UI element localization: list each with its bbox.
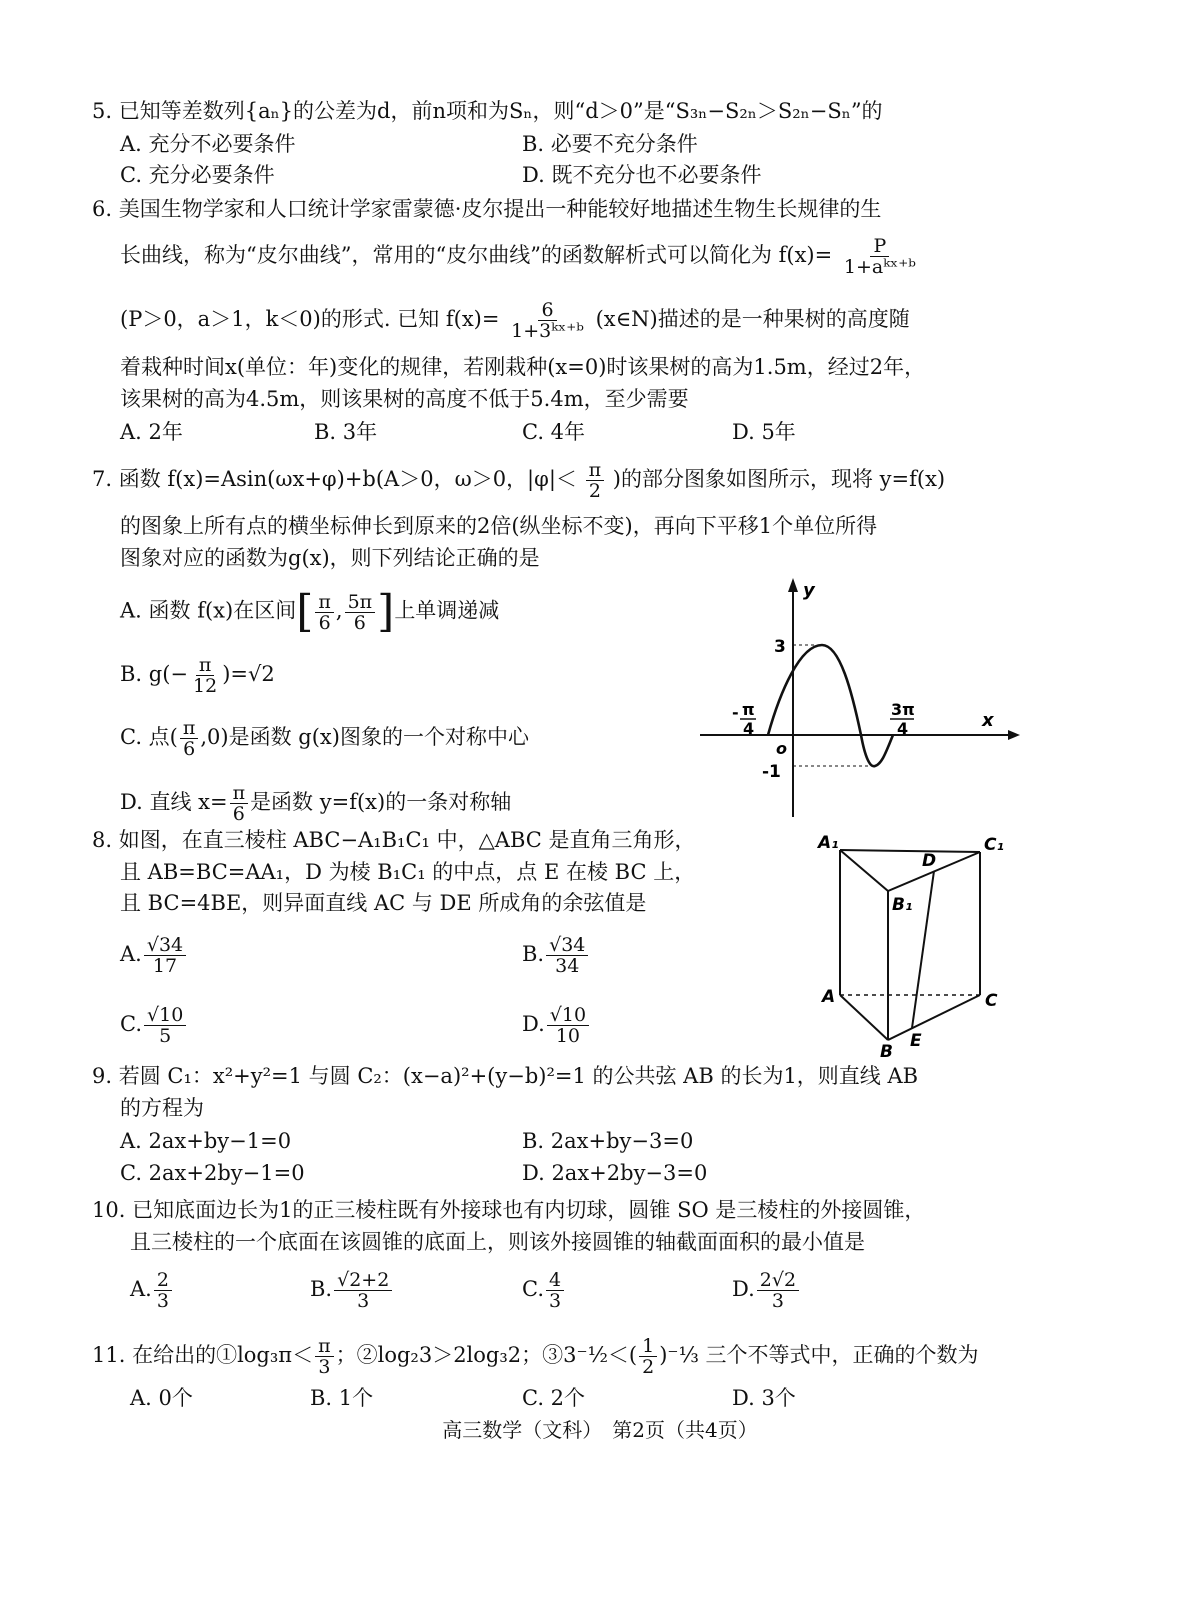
option-text-tail: )=√2 [222,662,275,686]
option-fraction [546,1270,564,1311]
q11-text-end: )⁻⅓ 三个不等式中，正确的个数为 [659,1343,979,1367]
frac-denominator: 10 [555,1025,580,1047]
label-c: C [985,991,998,1011]
label-e: E [910,1031,922,1051]
option-text-tail: 是函数 y=f(x)的一条对称轴 [250,790,512,814]
option-letter: D. [522,1012,545,1036]
q6-line1: 6. 美国生物学家和人口统计学家雷蒙德·皮尔提出一种能较好地描述生物生长规律的生 [92,197,882,221]
frac-numerator: π [180,718,199,739]
left-bracket: [ [296,586,314,637]
frac-numerator: 2 [154,1270,172,1291]
option-letter: C. [522,1277,544,1301]
q8-line3: 且 BC=4BE，则异面直线 AC 与 DE 所成角的余弦值是 [120,891,647,915]
q6-option-b: B. 3年 [314,420,378,444]
q7-option-c [120,718,529,759]
frac-denominator: 6 [232,803,245,825]
x-right-denominator: 4 [897,719,909,738]
q11-text-start: 11. 在给出的①log₃π＜ [92,1343,314,1367]
edge-a1b1 [840,850,888,891]
frac-numerator: √10 [144,1005,186,1026]
q5-option-a: A. 充分不必要条件 [120,132,296,156]
frac-denominator: 6 [318,611,331,634]
frac-denominator: 17 [152,955,178,977]
pearl-curve-fraction [841,236,919,277]
q9-option-a: A. 2ax+by−1=0 [120,1129,292,1153]
q11-fraction-pi-3 [315,1336,334,1377]
x-left-denominator: 4 [743,719,755,738]
q8-option-a [120,935,188,976]
option-fraction [144,1005,186,1046]
frac-denominator: 6 [183,738,196,760]
q10-line1: 10. 已知底面边长为1的正三棱柱既有外接球也有内切球，圆锥 SO 是三棱柱的外接圆锥， [92,1198,926,1222]
frac-denominator: 2 [588,480,601,502]
option-fraction [230,783,249,824]
q9-option-d: D. 2ax+2by−3=0 [522,1161,708,1185]
q8-line1: 8. 如图，在直三棱柱 ABC−A₁B₁C₁ 中，△ABC 是直角三角形， [92,828,696,852]
q11-fraction-half [639,1336,657,1377]
interval-separator: , [335,598,343,623]
frac-denominator: 12 [193,675,218,697]
option-text: C. 点( [120,725,178,749]
option-fraction [334,1270,392,1311]
q6-option-c: C. 4年 [522,420,586,444]
label-b: B [880,1042,893,1060]
q6-option-d: D. 5年 [732,420,796,444]
label-a1: A₁ [818,833,839,853]
frac-numerator: π [586,460,605,481]
q5-option-c: C. 充分必要条件 [120,163,275,187]
frac-denominator: 3 [318,1356,331,1378]
frac-denominator: 6 [353,611,366,634]
q9-line2: 的方程为 [120,1096,204,1120]
q6-line3 [120,300,910,341]
frac-denominator: 1+aᵏˣ⁺ᵇ [843,256,916,278]
label-c1: C₁ [984,835,1004,855]
q10-line2: 且三棱柱的一个底面在该圆锥的底面上，则该外接圆锥的轴截面面积的最小值是 [130,1230,865,1254]
option-fraction [180,718,199,759]
frac-denominator: 3 [549,1290,562,1312]
page-footer: 高三数学（文科） 第2页（共4页） [442,1418,758,1442]
frac-numerator: π [196,655,215,676]
q11-text-mid: ；②log₂3＞2log₃2；③3⁻½＜( [335,1343,638,1367]
q7-option-b [120,655,275,696]
q11-option-d: D. 3个 [732,1386,796,1410]
q5-stem: 5. 已知等差数列{aₙ}的公差为d，前n项和为Sₙ，则“d＞0”是“S₃ₙ−S₂ₙ＞S₂ₙ−Sₙ”的 [92,99,883,123]
option-text: B. g(− [120,662,189,686]
phi-bound-fraction [586,460,605,501]
given-function-fraction [508,300,587,341]
frac-numerator: π [230,783,249,804]
q10-option-d [732,1270,801,1311]
frac-numerator: 6 [538,300,556,321]
q9-option-c: C. 2ax+2by−1=0 [120,1161,305,1185]
frac-numerator: 5π [345,592,376,613]
q7-line1-tail: )的部分图象如图所示，现将 y=f(x) [612,467,946,491]
q8-line2: 且 AB=BC=AA₁，D 为棱 B₁C₁ 的中点，点 E 在棱 BC 上， [120,860,696,884]
interval-end-fraction [345,592,376,633]
q6-line4: 着栽种时间x(单位：年)变化的规律，若刚栽种(x=0)时该果树的高为1.5m，经过2年， [120,355,926,379]
q9-option-b: B. 2ax+by−3=0 [522,1129,694,1153]
option-letter: A. [120,942,142,966]
y-min-label: -1 [762,762,781,782]
q11-option-b: B. 1个 [310,1386,374,1410]
q11-stem [92,1336,979,1377]
frac-numerator: √34 [144,935,186,956]
q7-line2: 的图象上所有点的横坐标伸长到原来的2倍(纵坐标不变)，再向下平移1个单位所得 [120,514,878,538]
option-fraction [144,935,186,976]
option-letter: B. [310,1277,333,1301]
q5-option-b: B. 必要不充分条件 [522,132,698,156]
frac-denominator: 3 [357,1290,370,1312]
q7-option-d [120,783,511,824]
q8-option-d [522,1005,591,1046]
frac-numerator: 1 [639,1336,657,1357]
option-text-tail: ,0)是函数 g(x)图象的一个对称中心 [200,725,529,749]
q6-option-a: A. 2年 [120,420,183,444]
segment-de [912,871,934,1028]
frac-numerator: 4 [546,1270,564,1291]
q6-line3-tail: (x∈N)描述的是一种果树的高度随 [595,307,910,331]
option-letter: D. [732,1277,755,1301]
label-a: A [822,987,836,1007]
option-letter: A. [130,1277,152,1301]
frac-numerator: P [870,236,889,257]
frac-numerator: √2+2 [334,1270,392,1291]
option-text: A. 函数 f(x)在区间 [120,598,297,623]
frac-denominator: 5 [159,1025,172,1047]
q8-option-c [120,1005,188,1046]
option-fraction [757,1270,799,1311]
q11-option-a: A. 0个 [130,1386,193,1410]
q10-option-c [522,1270,566,1311]
q6-line3-text: (P＞0，a＞1，k＜0)的形式. 已知 f(x)= [120,307,500,331]
x-left-numerator: π [742,700,755,719]
q7-option-a [120,586,500,637]
y-axis-label: y [803,580,815,601]
edge-a1c1 [840,850,980,852]
q7-line3: 图象对应的函数为g(x)，则下列结论正确的是 [120,546,540,570]
frac-numerator: π [315,1336,334,1357]
option-fraction [546,935,588,976]
q7-line1 [92,460,945,501]
option-fraction [547,1005,589,1046]
option-fraction [154,1270,172,1311]
label-d: D [922,851,937,871]
frac-denominator: 1+3ᵏˣ⁺ᵇ [511,320,584,342]
frac-numerator: 2√2 [757,1270,799,1291]
frac-denominator: 3 [771,1290,784,1312]
x-right-numerator: 3π [891,700,915,719]
option-fraction [190,655,220,696]
edge-ab [840,995,888,1040]
label-b1: B₁ [892,895,913,915]
right-bracket: ] [377,586,395,637]
x-left-sign: - [732,703,739,722]
frac-numerator: π [315,592,334,613]
q8-option-b [522,935,590,976]
y-max-label: 3 [774,637,786,657]
origin-label: o [776,739,787,758]
option-text: D. 直线 x= [120,790,228,814]
option-letter: B. [522,942,545,966]
frac-numerator: √34 [546,935,588,956]
interval-start-fraction [315,592,334,633]
frac-denominator: 34 [555,955,580,977]
q10-option-a [130,1270,174,1311]
q7-sine-graph [690,572,1020,822]
q6-line2 [120,236,921,277]
edge-bc [888,995,980,1040]
frac-denominator: 3 [156,1290,169,1312]
q7-line1-text: 7. 函数 f(x)=Asin(ωx+φ)+b(A＞0，ω＞0，|φ|＜ [92,467,577,491]
option-text-tail: 上单调递减 [394,598,500,623]
q8-prism-figure [810,828,1020,1060]
q6-line5: 该果树的高为4.5m，则该果树的高度不低于5.4m，至少需要 [120,387,689,411]
option-letter: C. [120,1012,142,1036]
x-axis-arrow-icon [1008,730,1020,740]
q5-option-d: D. 既不充分也不必要条件 [522,163,762,187]
q6-line2-text: 长曲线，称为“皮尔曲线”，常用的“皮尔曲线”的函数解析式可以简化为 f(x)= [120,243,833,267]
q10-option-b [310,1270,394,1311]
frac-numerator: √10 [547,1005,589,1026]
frac-denominator: 2 [642,1356,655,1378]
x-axis-label: x [982,710,994,731]
y-axis-arrow-icon [788,578,798,592]
q9-line1: 9. 若圆 C₁：x²+y²=1 与圆 C₂：(x−a)²+(y−b)²=1 的公共弦 AB 的长为1，则直线 AB [92,1064,919,1088]
q11-option-c: C. 2个 [522,1386,586,1410]
